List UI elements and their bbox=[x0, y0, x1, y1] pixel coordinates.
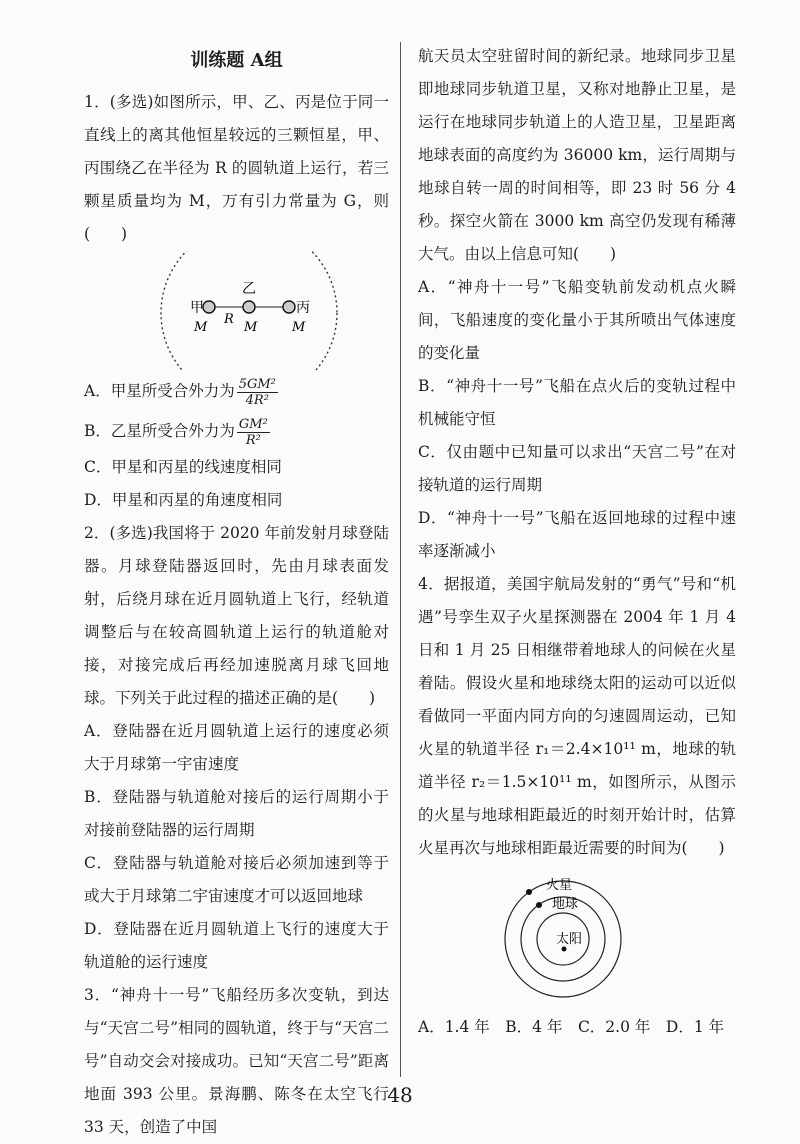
question-1-text: 1．(多选)如图所示，甲、乙、丙是位于同一直线上的离其他恒星较远的三颗恒星，甲、丙围绕乙在半径为 R 的圆轨道上运行，若三颗星质量均为 M，万有引力常量为 G，则( ) bbox=[84, 93, 389, 243]
q3-option-d: D．“神舟十一号”飞船在返回地球的过程中速率逐渐减小 bbox=[418, 509, 736, 560]
q4-options: A．1.4 年 B．4 年 C．2.0 年 D．1 年 bbox=[418, 1018, 725, 1036]
q1-option-b: B．乙星所受合外力为 $\frac{\text{GM²}}{\text{R²}}$ bbox=[84, 416, 268, 448]
star-jia bbox=[203, 301, 215, 313]
q3-option-a: A．“神舟十一号”飞船变轨前发动机点火瞬间，飞船速度的变化量小于其所喷出气体速度的变化量 bbox=[418, 278, 736, 362]
label-m-bing: M bbox=[292, 320, 306, 335]
label-r: R bbox=[224, 312, 234, 327]
fraction-a: $\frac{\text{5GM²}}{\text{4R²}}$ bbox=[238, 376, 276, 408]
page-title: 训练题 A组 bbox=[190, 50, 283, 71]
star-yi bbox=[243, 301, 255, 313]
three-stars-figure bbox=[84, 251, 389, 371]
left-column bbox=[84, 40, 389, 1144]
label-mars: 火星 bbox=[546, 878, 573, 893]
q2-option-b: B．登陆器与轨道舱对接后的运行周期小于对接前登陆器的运行周期 bbox=[84, 788, 389, 839]
q1-option-a: A．甲星所受合外力为 $\frac{\text{5GM²}}{\text{4R²}}$ bbox=[84, 376, 276, 408]
sun-dot bbox=[562, 947, 567, 952]
q1-option-d: D．甲星和丙星的角速度相同 bbox=[84, 491, 283, 509]
label-jia: 甲 bbox=[190, 300, 204, 316]
label-earth: 地球 bbox=[552, 897, 579, 912]
q1-option-c: C．甲星和丙星的线速度相同 bbox=[84, 458, 282, 476]
orbits-figure bbox=[418, 865, 736, 1005]
q2-option-d: D．登陆器在近月圆轨道上飞行的速度大于轨道舱的运行速度 bbox=[84, 920, 389, 971]
label-m-jia: M bbox=[194, 320, 208, 335]
question-3-text-start: 3．“神舟十一号”飞船经历多次变轨，到达与“天宫二号”相同的圆轨道，终于与“天宫二号”自动交会对接成功。已知“天宫二号”距离地面 393 公里。景海鹏、陈冬在太空飞行 33 天，创造了中国 bbox=[84, 986, 389, 1136]
star-bing bbox=[283, 301, 295, 313]
fraction-b: $\frac{\text{GM²}}{\text{R²}}$ bbox=[238, 416, 268, 448]
q3-option-c: C．仅由题中已知量可以求出“天宫二号”在对接轨道的运行周期 bbox=[418, 443, 736, 494]
column-divider bbox=[400, 42, 401, 1077]
label-yi: 乙 bbox=[242, 281, 256, 297]
label-sun: 太阳 bbox=[556, 932, 583, 947]
question-2-text: 2．(多选)我国将于 2020 年前发射月球登陆器。月球登陆器返回时，先由月球表面发射，后绕月球在近月圆轨道上飞行，经轨道调整后与在较高圆轨道上运行的轨道舱对接，对接完成后再经加速脱离月球飞回地球。下列关于此过程的描述正确的是( ) bbox=[84, 524, 389, 707]
q3-option-b: B．“神舟十一号”飞船在点火后的变轨过程中机械能守恒 bbox=[418, 377, 736, 428]
q2-option-a: A．登陆器在近月圆轨道上运行的速度必须大于月球第一宇宙速度 bbox=[84, 722, 389, 773]
right-column bbox=[418, 40, 736, 1044]
mars-dot bbox=[526, 889, 532, 895]
label-bing: 丙 bbox=[296, 300, 310, 316]
q2-option-c: C．登陆器与轨道舱对接后必须加速到等于或大于月球第二宇宙速度才可以返回地球 bbox=[84, 854, 389, 905]
label-m-yi: M bbox=[244, 320, 258, 335]
earth-dot bbox=[536, 902, 542, 908]
question-3-text-continued: 航天员太空驻留时间的新纪录。地球同步卫星即地球同步轨道卫星，又称对地静止卫星，是运行在地球同步轨道上的人造卫星，卫星距离地球表面的高度约为 36000 km，运行周期与地球自转一周的时间相等，即 23 时 56 分 4 秒。探空火箭在 3000 km 高空仍发现有稀薄大气。由以上信息可知( ) bbox=[418, 47, 736, 263]
page-number: 48 bbox=[387, 1083, 413, 1107]
question-4-text: 4．据报道，美国宇航局发射的“勇气”号和“机遇”号孪生双子火星探测器在 2004 年 1 月 4 日和 1 月 25 日相继带着地球人的问候在火星着陆。假设火星和地球绕太阳的运动可以近似看做同一平面内同方向的匀速圆周运动，已知火星的轨道半径 r₁＝2.4×10¹¹ m，地球的轨道半径 r₂＝1.5×10¹¹ m，如图所示，从图示的火星与地球相距最近的时刻开始计时，估算火星再次与地球相距最近需要的时间为( ) bbox=[418, 575, 736, 857]
